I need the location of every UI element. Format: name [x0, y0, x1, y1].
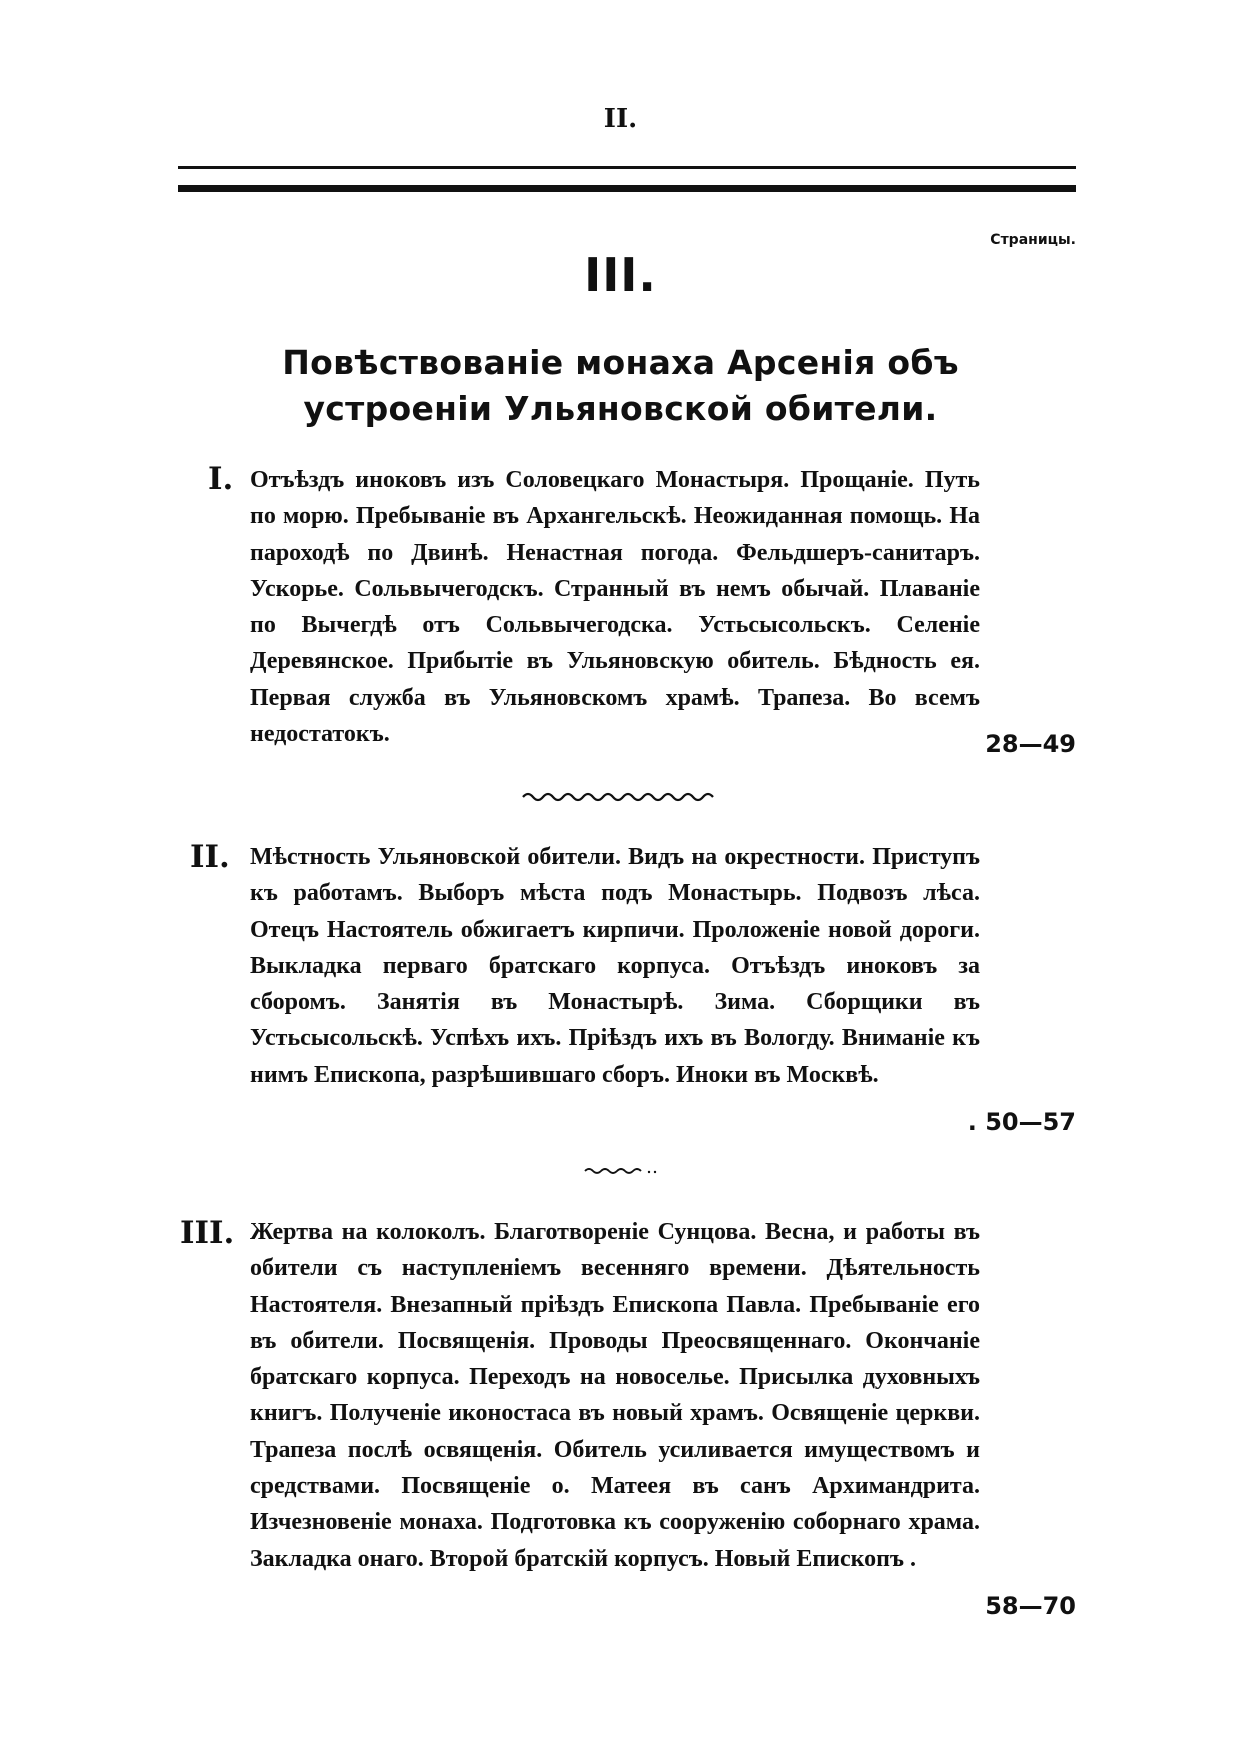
- part-title-line-1: Повѣствованіе монаха Арсенія объ: [282, 343, 959, 382]
- part-numeral: III.: [584, 248, 657, 302]
- page-number: II.: [603, 104, 638, 134]
- chapter-page-range: 28—49: [985, 730, 1076, 758]
- section-ornament: [0, 1164, 1241, 1182]
- section-ornament: [0, 790, 1241, 809]
- wavy-ornament-icon: [581, 1165, 661, 1177]
- wavy-ornament-icon: [521, 790, 721, 804]
- chapter-summary: Мѣстность Ульяновской обители. Видъ на окрестности. Приступъ къ работамъ. Выборъ мѣста подъ Монастырь. Подвозъ лѣса. Отецъ Настоятель обжигаетъ кирпичи. Проложеніе новой дороги. Выкладка перваго братскаго корпуса. Отъѣздъ иноковъ за сборомъ. Занятія въ Монастырѣ. Зима. Сборщики въ Устьсысольскѣ. Успѣхъ ихъ. Пріѣздъ ихъ въ Вологду. Вниманіе къ нимъ Епископа, разрѣшившаго сборъ. Иноки въ Москвѣ.: [250, 844, 980, 1088]
- chapter-numeral: II.: [190, 839, 230, 875]
- header-rule-thick: [178, 185, 1076, 192]
- header-rule-thin: [178, 166, 1076, 169]
- chapter-numeral: III.: [180, 1215, 235, 1251]
- part-title-line-2: устроеніи Ульяновской обители.: [303, 389, 938, 428]
- pages-column-label: Страницы.: [990, 232, 1076, 248]
- chapter-page-range: 58—70: [985, 1592, 1076, 1620]
- chapter-summary: Отъѣздъ иноковъ изъ Соловецкаго Монастыря. Прощаніе. Путь по морю. Пребываніе въ Архангельскѣ. Неожиданная помощь. На пароходѣ по Двинѣ. Ненастная погода. Фельдшеръ-санитаръ. Ускорье. Сольвычегодскъ. Странный въ немъ обычай. Плаваніе по Вычегдѣ отъ Сольвычегодска. Устьсысольскъ. Селеніе Деревянское. Прибытіе въ Ульяновскую обитель. Бѣдность ея. Первая служба въ Ульяновскомъ храмѣ. Трапеза. Во всемъ недостатокъ.: [250, 467, 980, 748]
- chapter-summary: Жертва на колоколъ. Благотвореніе Сунцова. Весна, и работы въ обители съ наступленіемъ весенняго времени. Дѣятельность Настоятеля. Внезапный пріѣздъ Епископа Павла. Пребываніе его въ обители. Посвященія. Проводы Преосвященнаго. Окончаніе братскаго корпуса. Переходъ на новоселье. Присылка духовныхъ книгъ. Полученіе иконостаса въ новый храмъ. Освященіе церкви. Трапеза послѣ освященія. Обитель усиливается имуществомъ и средствами. Посвященіе о. Матеея въ санъ Архимандрита. Изчезновеніе монаха. Подготовка къ сооруженію соборнаго храма. Закладка онаго. Второй братскій корпусъ. Новый Епископъ .: [250, 1219, 980, 1572]
- chapter-page-range: . 50—57: [967, 1108, 1076, 1136]
- chapter-numeral: I.: [208, 461, 234, 497]
